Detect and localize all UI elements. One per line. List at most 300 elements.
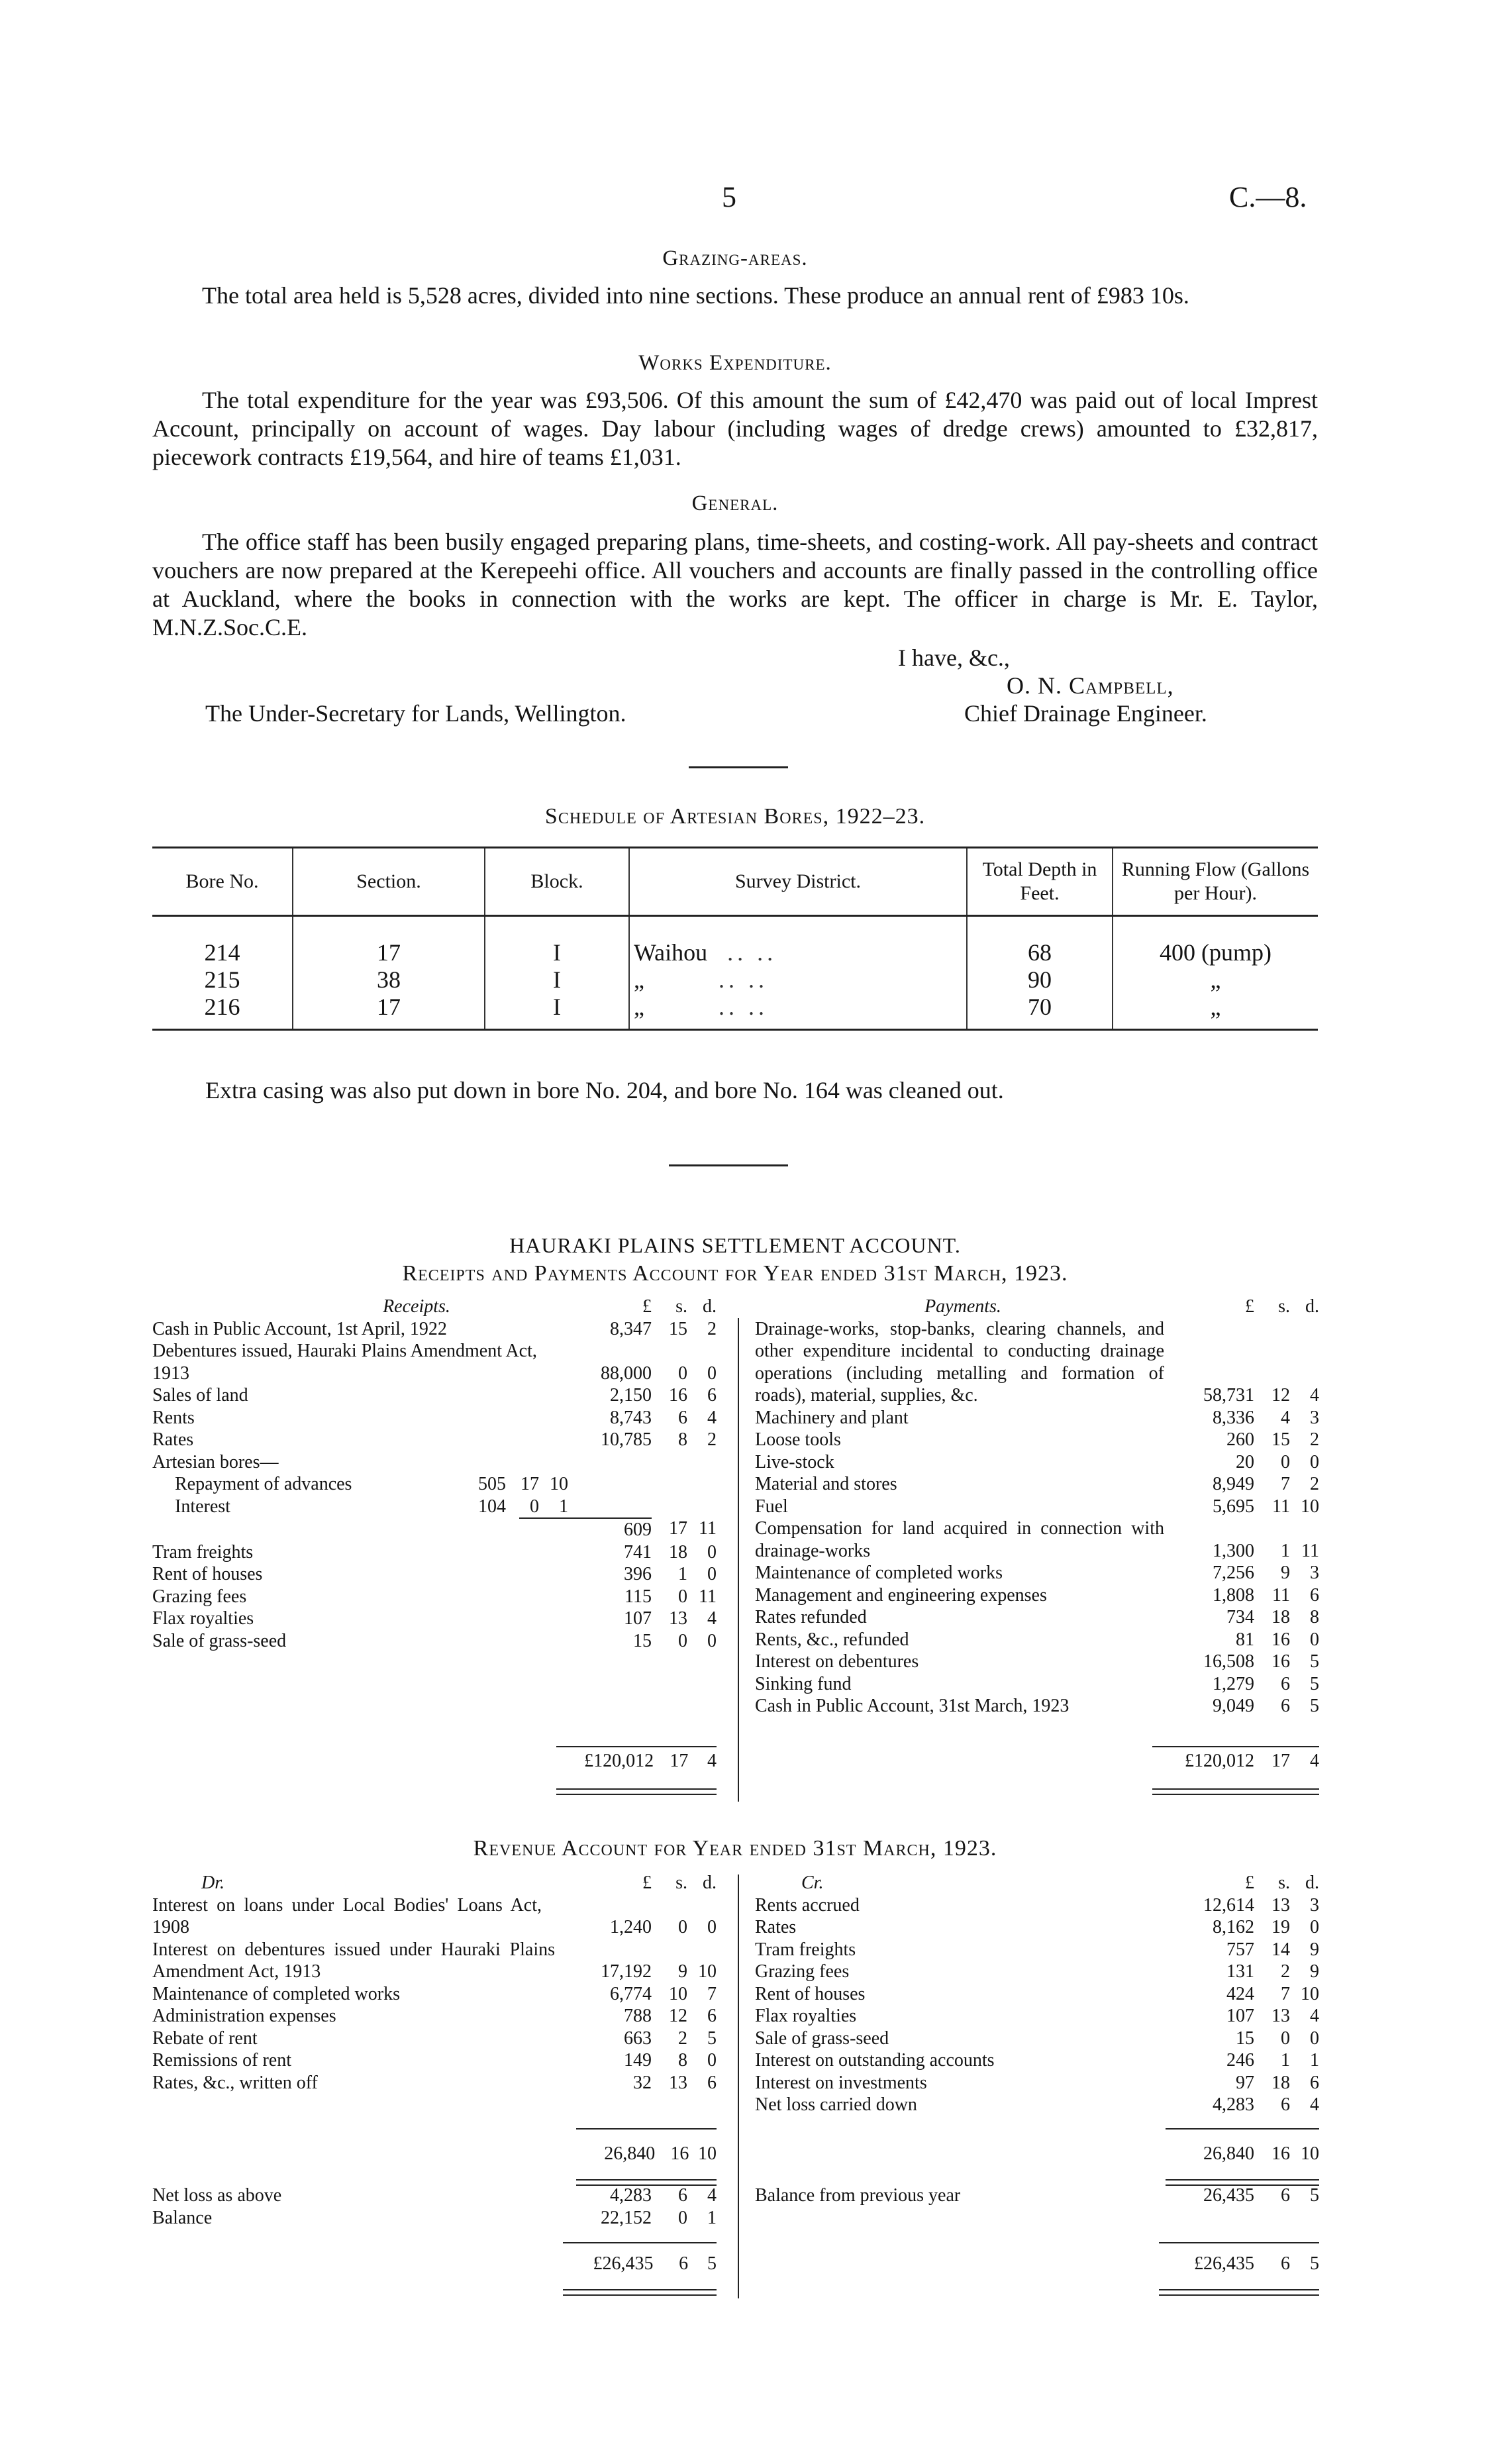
sub-shillings: 17 (521, 1474, 539, 1494)
item-pounds: 4,283 (610, 2185, 652, 2206)
item-pounds: 8,743 (610, 1407, 652, 1428)
item-shillings: 19 (1271, 1917, 1290, 1937)
cr-column (755, 1872, 1319, 2116)
list-item (755, 1916, 1319, 1939)
cr-heading: Cr. (801, 1873, 824, 1893)
list-item (755, 2005, 1319, 2028)
item-label: Sinking fund (755, 1673, 852, 1694)
item-pounds: 115 (624, 1586, 652, 1607)
item-pounds: 10,785 (601, 1429, 652, 1450)
table-row (152, 966, 1318, 994)
item-label: Tram freights (755, 1939, 856, 1960)
total-row (576, 2128, 717, 2165)
dr-heading: Dr. (201, 1873, 225, 1893)
item-label: Rates refunded (755, 1607, 867, 1627)
dr-column (152, 1872, 717, 2094)
item-pence: 6 (707, 2072, 717, 2093)
bore-depth: 70 (967, 994, 1113, 1030)
bore-number: 216 (152, 994, 293, 1030)
item-pounds: 7,256 (1213, 1563, 1254, 1583)
double-rule (556, 1788, 717, 1795)
total-row (556, 1746, 717, 1772)
total-pounds: 26,840 (1203, 2143, 1254, 2164)
signoff-closing: I have, &c., (898, 644, 1010, 671)
item-pence: 0 (1310, 1629, 1319, 1650)
total-row (563, 2242, 717, 2275)
item-shillings: 0 (678, 1362, 687, 1384)
list-item (152, 1384, 717, 1407)
item-label: Flax royalties (152, 1608, 254, 1629)
item-pence: 6 (1310, 1584, 1319, 1606)
page-number: 5 (722, 181, 736, 213)
list-item (755, 1606, 1319, 1629)
list-item (152, 1586, 717, 1608)
total-row (1166, 2128, 1319, 2165)
item-label: Management and engineering expenses (755, 1584, 1047, 1606)
bore-block: I (485, 916, 629, 967)
sub-pounds: 505 (478, 1474, 506, 1494)
item-label (152, 1517, 519, 1541)
item-pounds: 81 (1236, 1629, 1254, 1650)
revenue-title: Revenue Account for Year ended 31st March, 1923. (473, 1836, 997, 1861)
list-item (755, 2094, 1319, 2116)
double-rule (1159, 2289, 1319, 2296)
col-section: Section. (293, 848, 485, 916)
item-shillings: 13 (669, 2072, 687, 2093)
item-pence: 2 (707, 1429, 717, 1450)
item-shillings: 8 (678, 2050, 687, 2071)
total-shillings: 16 (1271, 2143, 1290, 2164)
cr-total (755, 2128, 1319, 2165)
list-item (755, 1695, 1319, 1718)
item-shillings: 16 (669, 1385, 687, 1406)
list-item (152, 1608, 717, 1630)
item-pence: 2 (1310, 1429, 1319, 1450)
total-shillings: 6 (679, 2253, 689, 2274)
item-label: Fuel (755, 1496, 788, 1517)
item-pence: 10 (1301, 1496, 1319, 1517)
item-shillings: 2 (1281, 1961, 1290, 1982)
receipts-header (152, 1296, 717, 1318)
item-shillings: 0 (1281, 2028, 1290, 2049)
total-shillings: 6 (1281, 2253, 1290, 2274)
dr-header (152, 1872, 717, 1894)
item-pence: 0 (1310, 1917, 1319, 1937)
item-label: Interest (175, 1496, 230, 1517)
sub-pounds: 104 (478, 1496, 506, 1517)
item-pence: 5 (1310, 1673, 1319, 1694)
item-shillings: 15 (1271, 1429, 1290, 1450)
item-label: Maintenance of completed works (152, 1983, 400, 2004)
bore-district-cell (629, 916, 967, 967)
item-shillings: 18 (669, 1541, 687, 1563)
total-row (1159, 2242, 1319, 2275)
payments-total (755, 1746, 1319, 1772)
item-shillings: 13 (1271, 2006, 1290, 2026)
addressee: The Under-Secretary for Lands, Wellington. (205, 700, 626, 727)
shillings-header: s. (675, 1873, 687, 1893)
item-pence: 11 (699, 1586, 717, 1607)
receipts-heading: Receipts. (383, 1296, 450, 1317)
item-label: Cash in Public Account, 1st April, 1922 (152, 1318, 447, 1339)
cr-grand-total (755, 2242, 1319, 2275)
list-item (755, 2049, 1319, 2072)
item-label: Grazing fees (152, 1586, 247, 1607)
general-paragraph (152, 528, 1318, 642)
list-item (152, 2049, 717, 2072)
item-label: Material and stores (755, 1474, 897, 1494)
list-item (755, 1451, 1319, 1474)
bore-depth: 68 (967, 916, 1113, 967)
works-text: The total expenditure for the year was £93,506. Of this amount the sum of £42,470 was paid out of local Imprest Account, principally on account of wages. Day labour (including wages of dredge crews) amounted to £32,817, piecework contracts £19,564, and hire of teams £1,031. (152, 387, 1318, 470)
list-item (152, 1894, 717, 1939)
list-item (755, 1318, 1319, 1407)
item-pounds: 1,240 (610, 1917, 652, 1937)
item-shillings: 13 (1271, 1894, 1290, 1916)
item-shillings: 9 (1281, 1563, 1290, 1583)
bore-number: 214 (204, 939, 240, 966)
bore-flow: „ (1113, 966, 1318, 994)
list-item (152, 2028, 717, 2050)
item-shillings: 6 (1281, 2185, 1290, 2206)
item-label: Rents accrued (755, 1894, 860, 1916)
item-pence: 3 (1310, 1563, 1319, 1583)
total-pounds: £120,012 (1185, 1751, 1254, 1771)
list-item (755, 1473, 1319, 1496)
item-pence: 6 (707, 2006, 717, 2026)
general-text: The office staff has been busily engaged preparing plans, time-sheets, and costing-work. All pay-sheets and contract vouchers are now prepared at the Kerepeehi office. All vouchers and accounts are finally passed in the controlling office at Auckland, where the books in connection with the works are kept. The officer in charge is Mr. E. Taylor, M.N.Z.Soc.C.E. (152, 529, 1318, 641)
list-item (152, 1473, 717, 1496)
pence-header: d. (1305, 1296, 1319, 1317)
payments-header (755, 1296, 1319, 1318)
sub-shillings: 0 (530, 1496, 539, 1517)
col-bore-no: Bore No. (152, 848, 293, 916)
item-pounds: 8,336 (1213, 1407, 1254, 1428)
item-pounds: 424 (1226, 1983, 1254, 2004)
item-pence: 0 (707, 1564, 717, 1584)
item-pence: 6 (1310, 2072, 1319, 2093)
list-item (152, 1563, 717, 1586)
item-shillings: 6 (678, 1407, 687, 1428)
item-pounds: 1,808 (1213, 1584, 1254, 1606)
signoff-name: O. N. Campbell, (1007, 672, 1174, 699)
item-pounds: 131 (1226, 1961, 1254, 1982)
bores-note: Extra casing was also put down in bore No. 204, and bore No. 164 was cleaned out. (205, 1077, 1004, 1104)
list-item (755, 1651, 1319, 1673)
item-label: Sales of land (152, 1385, 248, 1406)
col-block: Block. (485, 848, 629, 916)
item-pounds: 741 (624, 1541, 652, 1563)
double-rule (1152, 1788, 1319, 1795)
list-item (755, 2072, 1319, 2094)
item-shillings: 8 (678, 1429, 687, 1450)
item-pounds: 757 (1226, 1939, 1254, 1960)
item-pence: 8 (1310, 1607, 1319, 1627)
item-pounds: 107 (1226, 2006, 1254, 2026)
total-pounds: £26,435 (1194, 2253, 1254, 2274)
item-label: Rates, &c., written off (152, 2072, 318, 2093)
pence-header: d. (703, 1873, 717, 1893)
total-row (1152, 1746, 1319, 1772)
item-shillings: 15 (669, 1318, 687, 1339)
column-divider (738, 1318, 739, 1802)
item-label: Interest on debentures issued under Hauraki Plains Amendment Act, 1913 (152, 1939, 555, 1982)
item-label: Rent of houses (755, 1983, 866, 2004)
signoff-title: Chief Drainage Engineer. (964, 700, 1207, 727)
item-shillings: 9 (678, 1961, 687, 1982)
col-survey-district: Survey District. (629, 848, 967, 916)
item-label: Balance (152, 2207, 213, 2228)
item-shillings: 11 (1272, 1496, 1290, 1517)
general-heading: General. (691, 491, 779, 515)
list-item (152, 2005, 717, 2028)
item-pence: 4 (707, 1608, 717, 1629)
list-item (152, 1318, 717, 1341)
list-item (152, 2184, 717, 2207)
item-pence: 5 (1310, 2185, 1319, 2206)
cr-after (755, 2184, 1319, 2207)
item-pounds: 15 (1236, 2028, 1254, 2049)
list-item (755, 1562, 1319, 1584)
item-pence: 11 (699, 1518, 717, 1539)
item-pounds: 149 (624, 2050, 652, 2071)
list-item (755, 1429, 1319, 1451)
bore-district: „ (634, 994, 644, 1020)
item-label: Rebate of rent (152, 2028, 258, 2049)
list-item (755, 2184, 1319, 2207)
item-shillings: 0 (678, 2207, 687, 2228)
item-pounds: 6,774 (610, 1983, 652, 2004)
item-pounds: 8,162 (1213, 1917, 1254, 1937)
pounds-header: £ (642, 1873, 652, 1893)
item-label: Sale of grass-seed (152, 1630, 287, 1651)
list-item (152, 2072, 717, 2094)
item-pence: 3 (1310, 1407, 1319, 1428)
item-label: Rates (755, 1917, 797, 1937)
pounds-header: £ (642, 1296, 652, 1317)
dr-after (152, 2184, 717, 2229)
list-item (755, 1673, 1319, 1696)
item-shillings: 10 (669, 1983, 687, 2004)
cr-header (755, 1872, 1319, 1894)
item-pounds: 8,949 (1213, 1474, 1254, 1494)
item-label: Rates (152, 1429, 194, 1450)
list-item (755, 1894, 1319, 1917)
item-pence: 0 (707, 1917, 717, 1937)
list-item (755, 1983, 1319, 2006)
item-pounds: 2,150 (610, 1385, 652, 1406)
item-shillings: 16 (1271, 1651, 1290, 1672)
list-item (755, 1961, 1319, 1983)
item-shillings: 4 (1281, 1407, 1290, 1428)
table-row (152, 994, 1318, 1030)
item-shillings: 7 (1281, 1474, 1290, 1494)
bore-section: 17 (293, 916, 485, 967)
item-label: Artesian bores— (152, 1451, 279, 1472)
item-pounds: 26,435 (1203, 2185, 1254, 2206)
pence-header: d. (703, 1296, 717, 1317)
shillings-header: s. (675, 1296, 687, 1317)
item-label: Maintenance of completed works (755, 1563, 1003, 1583)
item-label: Rents (152, 1407, 195, 1428)
bore-section: 38 (293, 966, 485, 994)
receipts-total (152, 1746, 717, 1772)
bore-depth: 90 (967, 966, 1113, 994)
total-pence: 5 (707, 2253, 717, 2274)
item-pounds: 9,049 (1213, 1696, 1254, 1716)
item-pounds: 260 (1226, 1429, 1254, 1450)
section-divider (669, 1164, 788, 1166)
item-pounds: 97 (1236, 2072, 1254, 2093)
item-pence: 1 (707, 2207, 717, 2228)
item-label: Loose tools (755, 1429, 841, 1450)
double-rule (563, 2289, 717, 2296)
item-shillings: 7 (1281, 1983, 1290, 2004)
list-item (152, 1407, 717, 1429)
item-shillings: 1 (1281, 2050, 1290, 2071)
item-pounds: 16,508 (1203, 1651, 1254, 1672)
total-shillings: 16 (670, 2143, 689, 2164)
item-label: Machinery and plant (755, 1407, 909, 1428)
item-label: Live-stock (755, 1451, 834, 1472)
item-pence: 2 (1310, 1474, 1319, 1494)
item-pence: 10 (1301, 1983, 1319, 2004)
item-label: Rents, &c., refunded (755, 1629, 909, 1650)
item-label: Interest on loans under Local Bodies' Loans Act, 1908 (152, 1894, 542, 1937)
total-pounds: 26,840 (604, 2143, 656, 2164)
item-pounds: 15 (633, 1630, 652, 1651)
item-pence: 4 (1310, 2094, 1319, 2115)
total-pence: 4 (1310, 1751, 1319, 1771)
item-label: Balance from previous year (755, 2185, 961, 2206)
works-paragraph (152, 386, 1318, 472)
item-shillings: 0 (1281, 1451, 1290, 1472)
col-total-depth: Total Depth in Feet. (967, 848, 1113, 916)
item-pounds: 17,192 (601, 1961, 652, 1982)
payments-heading: Payments. (924, 1296, 1001, 1317)
list-item (152, 1496, 717, 1518)
list-item (755, 1584, 1319, 1607)
item-shillings: 17 (669, 1518, 687, 1539)
item-pence: 5 (1310, 1696, 1319, 1716)
item-shillings: 12 (1271, 1385, 1290, 1406)
item-label: Rent of houses (152, 1564, 263, 1584)
list-item (152, 1429, 717, 1451)
item-shillings: 0 (678, 1586, 687, 1607)
item-shillings: 0 (678, 1917, 687, 1937)
item-pence: 5 (1310, 1651, 1319, 1672)
list-item (755, 1629, 1319, 1651)
item-shillings: 12 (669, 2006, 687, 2026)
bore-district-cell (629, 966, 967, 994)
total-pence: 10 (1301, 2143, 1319, 2164)
bore-section: 17 (293, 994, 485, 1030)
item-pence: 4 (707, 1407, 717, 1428)
dr-total (152, 2128, 717, 2165)
item-label: Remissions of rent (152, 2050, 291, 2071)
grazing-paragraph (152, 282, 1318, 310)
list-item (755, 1517, 1319, 1562)
item-pence: 0 (707, 1362, 717, 1384)
payments-column (755, 1296, 1319, 1718)
item-pence: 1 (1310, 2050, 1319, 2071)
item-pounds: 609 (519, 1517, 652, 1541)
list-item (152, 2207, 717, 2230)
item-pence: 5 (707, 2028, 717, 2049)
item-pence: 10 (698, 1961, 717, 1982)
item-shillings: 6 (1281, 1696, 1290, 1716)
shillings-header: s. (1278, 1873, 1290, 1893)
item-pounds: 5,695 (1213, 1496, 1254, 1517)
item-pounds: 663 (624, 2028, 652, 2049)
item-pounds: 1,300 (1213, 1540, 1254, 1561)
item-pounds: 8,347 (610, 1318, 652, 1339)
item-shillings: 14 (1271, 1939, 1290, 1960)
total-shillings: 17 (670, 1751, 689, 1771)
item-pounds: 396 (624, 1564, 652, 1584)
item-pounds: 12,614 (1203, 1894, 1254, 1916)
item-label: Administration expenses (152, 2006, 336, 2026)
item-pence: 2 (707, 1318, 717, 1339)
item-pounds: 788 (624, 2006, 652, 2026)
dr-grand-total (152, 2242, 717, 2275)
works-heading: Works Expenditure. (638, 351, 832, 375)
column-divider (738, 1874, 739, 2298)
list-item (755, 1407, 1319, 1429)
list-item (152, 1517, 717, 1541)
item-shillings: 18 (1271, 1607, 1290, 1627)
item-label: Grazing fees (755, 1961, 850, 1982)
item-pounds: 246 (1226, 2050, 1254, 2071)
table-row (152, 916, 1318, 967)
hauraki-title: HAURAKI PLAINS SETTLEMENT ACCOUNT. (509, 1233, 961, 1257)
bore-flow: 400 (pump) (1113, 916, 1318, 967)
bore-district: „ (634, 966, 644, 993)
col-running-flow: Running Flow (Gallons per Hour). (1113, 848, 1318, 916)
item-pence: 0 (707, 2050, 717, 2071)
item-label: Net loss as above (152, 2185, 282, 2206)
item-label: Compensation for land acquired in connection with drainage-works (755, 1518, 1164, 1561)
bore-district: Waihou (634, 939, 708, 966)
pounds-header: £ (1245, 1873, 1254, 1893)
sub-pence: 10 (550, 1474, 568, 1494)
item-pounds: 32 (633, 2072, 652, 2093)
bore-block: I (485, 966, 629, 994)
item-pence: 0 (707, 1630, 717, 1651)
item-label: Sale of grass-seed (755, 2028, 889, 2049)
item-shillings: 6 (1281, 2094, 1290, 2115)
total-shillings: 17 (1271, 1751, 1290, 1771)
item-pence: 0 (707, 1541, 717, 1563)
section-divider (689, 766, 788, 768)
list-item (152, 1451, 717, 1474)
bore-flow: „ (1113, 994, 1318, 1030)
item-pounds: 1,279 (1213, 1673, 1254, 1694)
item-label: Drainage-works, stop-banks, clearing channels, and other expenditure incidental to conducting drainage operations (including metalling and formation of roads), material, supplies, &c. (755, 1318, 1164, 1406)
item-pounds: 22,152 (601, 2207, 652, 2228)
total-pounds: £120,012 (584, 1751, 654, 1771)
item-label: Cash in Public Account, 31st March, 1923 (755, 1696, 1070, 1716)
document-reference: C.—8. (1229, 181, 1307, 213)
item-label: Tram freights (152, 1541, 254, 1563)
grazing-text: The total area held is 5,528 acres, divided into nine sections. These produce an annual rent of £983 10s. (202, 282, 1189, 309)
bore-block: I (485, 994, 629, 1030)
grazing-heading: Grazing-areas. (662, 246, 808, 270)
item-pence: 0 (1310, 2028, 1319, 2049)
bores-table (152, 847, 1318, 1031)
item-label: Repayment of advances (175, 1474, 352, 1494)
list-item (755, 1496, 1319, 1518)
